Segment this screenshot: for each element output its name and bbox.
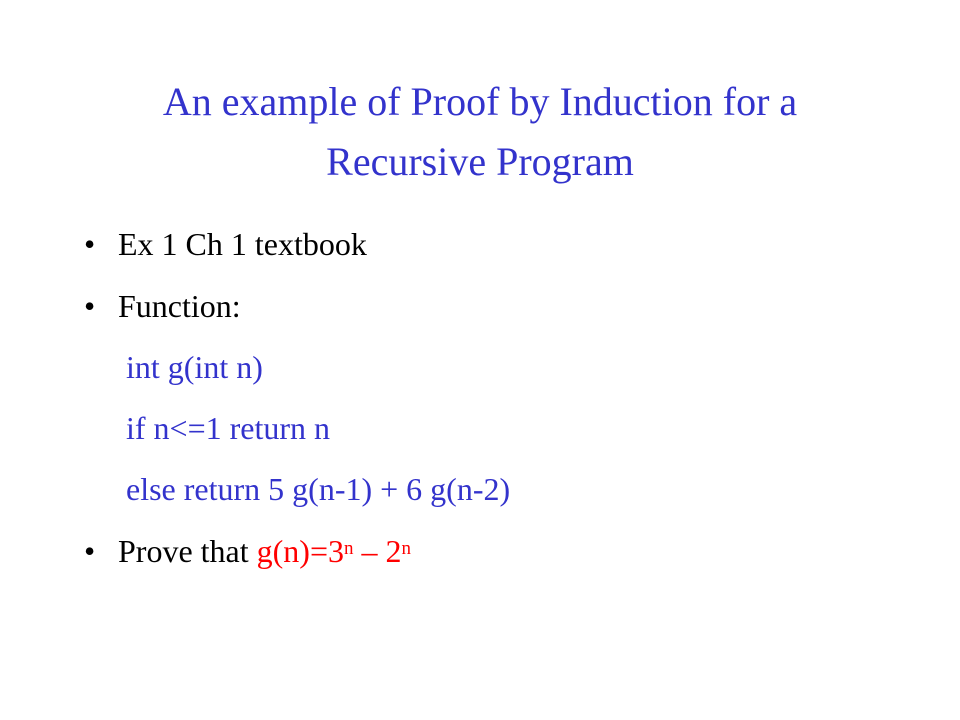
slide-title-line-2: Recursive Program: [326, 139, 634, 184]
code-line-2: if n<=1 return n: [126, 410, 331, 446]
prove-formula: [257, 533, 411, 569]
bullet-text-function: Function:: [118, 288, 241, 324]
bullet-marker: •: [84, 288, 96, 324]
bullet-marker: •: [84, 533, 96, 569]
prove-prefix: Prove that: [118, 533, 257, 569]
formula-minus-2: – 2: [353, 533, 402, 569]
code-line-1: int g(int n): [126, 349, 263, 385]
bullet-text-prove: [118, 531, 411, 571]
formula-exponent-2: n: [401, 538, 411, 559]
bullet-marker: •: [84, 226, 96, 262]
bullet-text-ex1: Ex 1 Ch 1 textbook: [118, 226, 367, 262]
code-line-3: else return 5 g(n-1) + 6 g(n-2): [126, 471, 511, 507]
formula-base-1: g(n)=3: [256, 533, 344, 569]
formula-exponent-1: n: [344, 538, 354, 559]
slide-title-line-1: An example of Proof by Induction for a: [162, 79, 798, 124]
